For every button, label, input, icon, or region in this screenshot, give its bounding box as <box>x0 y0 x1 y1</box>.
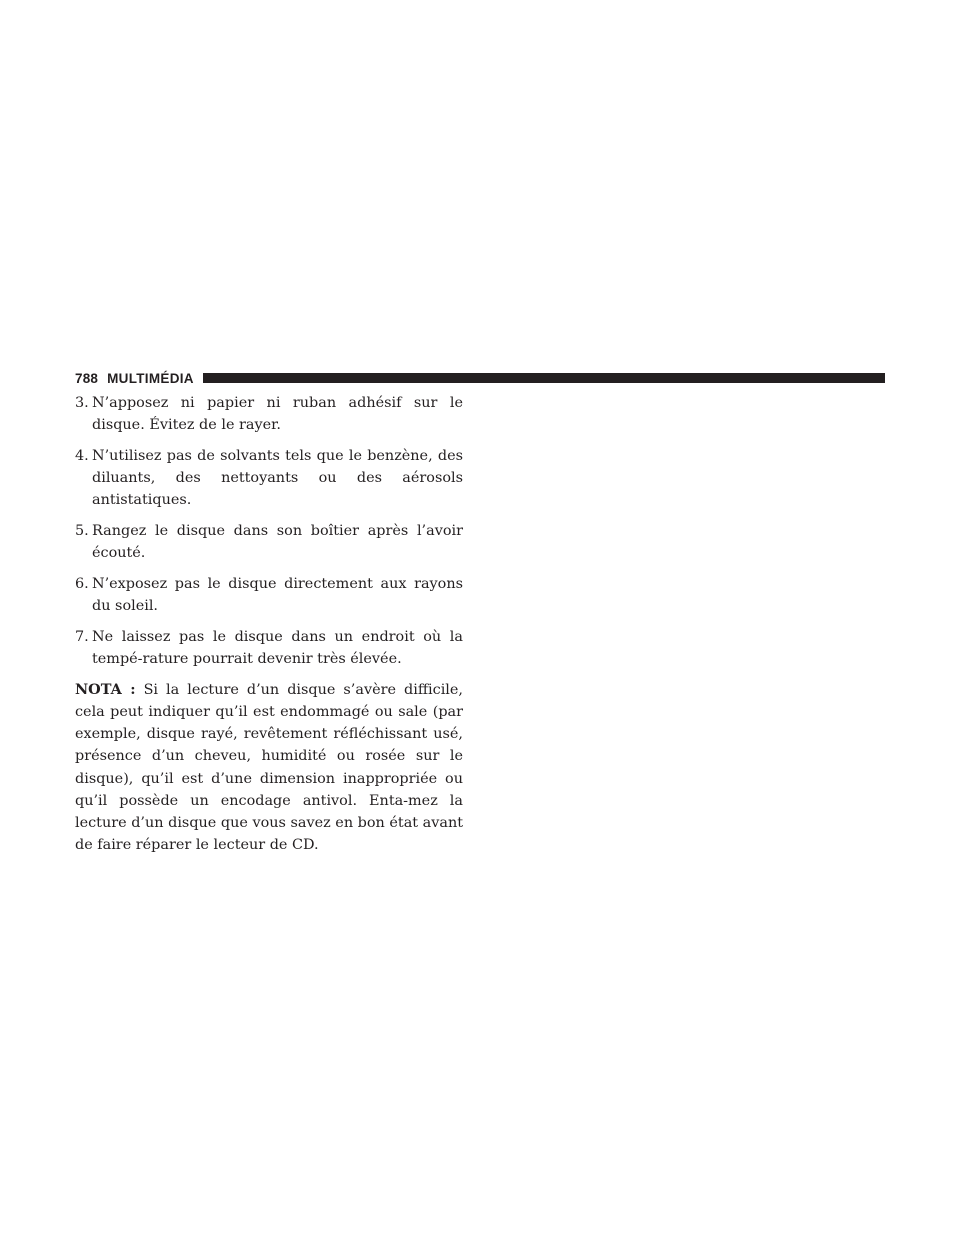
list-item-text: N’exposez pas le disque directement aux rayons du soleil. <box>92 575 463 615</box>
list-item-text: Ne laissez pas le disque dans un endroit où la tempé-rature pourrait devenir très élevée. <box>92 628 463 668</box>
page-header <box>75 370 885 386</box>
list-item <box>75 520 463 564</box>
note-label: NOTA : <box>75 680 136 698</box>
list-item-number: 6. <box>75 575 89 592</box>
list-item-text: Rangez le disque dans son boîtier après l’avoir écouté. <box>92 523 463 562</box>
section-title: MULTIMÉDIA <box>107 370 194 386</box>
list-item-number: 5. <box>75 523 89 540</box>
list-item-text: N’utilisez pas de solvants tels que le benzène, des diluants, des nettoyants ou des aérosols antistatiques. <box>92 447 463 509</box>
header-rule <box>203 373 885 383</box>
note-text: Si la lecture d’un disque s’avère difficile, cela peut indiquer qu’il est endommagé ou sale (par exemple, disque rayé, revêtement réfléchissant usé, présence d’un cheveu, humidité ou rosée sur le disque), qu’il est d’une dimension inappropriée ou qu’il possède un encodage antivol. Enta-mez la lecture d’un disque que vous savez en bon état avant de faire réparer le lecteur de CD. <box>75 681 463 854</box>
page-content <box>75 392 463 871</box>
list-item <box>75 445 463 512</box>
list-item <box>75 392 463 436</box>
list-item-text: N’apposez ni papier ni ruban adhésif sur le disque. Évitez de le rayer. <box>92 395 463 434</box>
note-paragraph <box>75 679 463 857</box>
list-item-number: 7. <box>75 628 89 645</box>
list-item <box>75 573 463 617</box>
list-item-number: 3. <box>75 395 89 411</box>
list-item <box>75 626 463 670</box>
page-number: 788 <box>75 370 99 386</box>
list-item-number: 4. <box>75 447 89 464</box>
